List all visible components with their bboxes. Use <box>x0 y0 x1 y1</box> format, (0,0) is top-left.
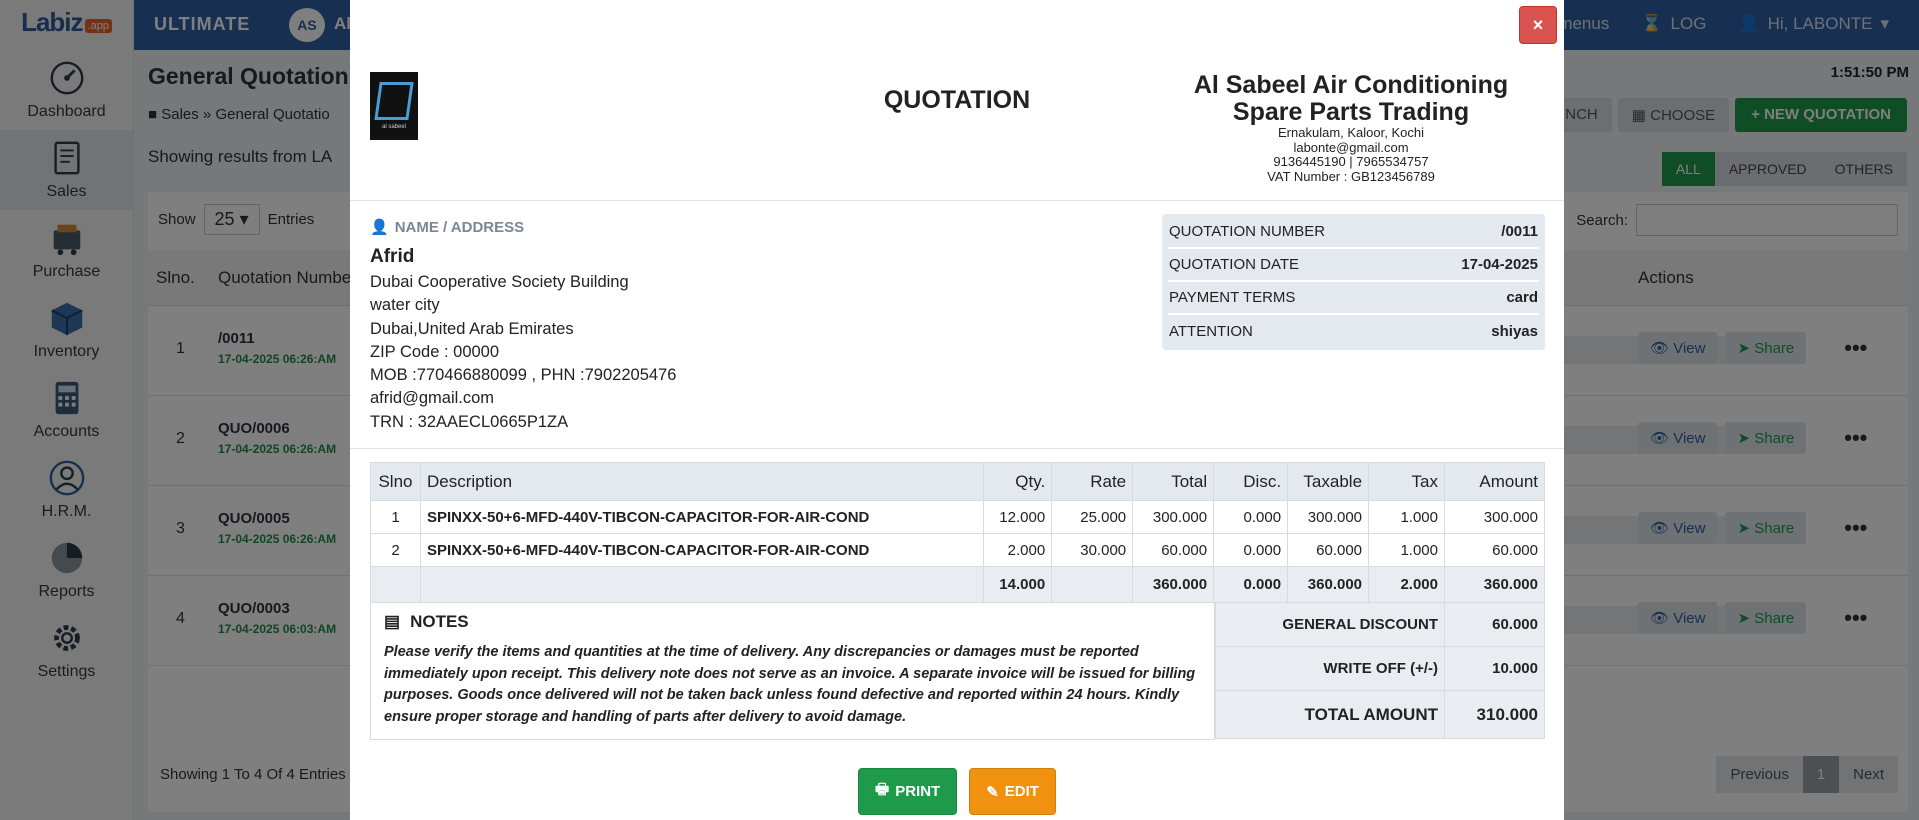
quotation-modal <box>350 0 1564 820</box>
printer-icon: 🖶 <box>875 781 890 798</box>
info-row: QUOTATION NUMBER /0011 <box>1168 216 1539 249</box>
summary-row: WRITE OFF (+/-) 10.000 <box>1216 647 1545 691</box>
edit-button[interactable]: ✎ EDIT <box>969 768 1056 815</box>
customer-name: Afrid <box>370 246 415 267</box>
print-button[interactable]: 🖶 PRINT <box>858 768 957 815</box>
info-row: PAYMENT TERMS card <box>1168 282 1539 315</box>
close-modal-button[interactable] <box>1519 6 1557 44</box>
items-table <box>370 462 1545 603</box>
notes-text: Please verify the items and quantities at the time of delivery. Any discrepancies or damages must be reported immediately upon receipt. This delivery note does not serve as an invoice. A separate invoice will be issued for billing purposes. Goods once delivered will not be taken back unless found defective and reported within 24 hours. Kindly ensure proper storage and handling of parts after delivery to avoid damage. <box>384 644 1196 725</box>
items-table-header: Slno Description Qty. Rate Total Disc. Taxable Tax Amount <box>371 463 1545 501</box>
table-row: 1 SPINXX-50+6-MFD-440V-TIBCON-CAPACITOR-FOR-AIR-COND 12.000 25.000 300.000 0.000 300.000 1.000 300.000 <box>371 501 1545 534</box>
user-icon: 👤 <box>370 219 389 236</box>
totals-row: 14.000 360.000 0.000 360.000 2.000 360.000 <box>371 567 1545 603</box>
divider <box>350 200 1564 201</box>
divider <box>350 448 1564 449</box>
info-row: ATTENTION shiyas <box>1169 323 1538 340</box>
company-logo: al sabeel <box>370 72 418 140</box>
modal-title: QUOTATION <box>883 86 1031 114</box>
summary-row: GENERAL DISCOUNT 60.000 <box>1216 603 1545 647</box>
table-row: 2 SPINXX-50+6-MFD-440V-TIBCON-CAPACITOR-FOR-AIR-COND 2.000 30.000 60.000 0.000 60.000 1.000 60.000 <box>371 534 1545 567</box>
company-header: Al Sabeel Air Conditioning Spare Parts Trading Ernakulam, Kaloor, Kochi labonte@gmail.com 9136445190 | 7965534757 VAT Number : GB123456789 <box>1193 71 1509 184</box>
quotation-info-box <box>1162 214 1545 350</box>
grand-total-row: TOTAL AMOUNT 310.000 <box>1216 691 1545 739</box>
summary-table <box>1215 602 1545 739</box>
pencil-icon: ✎ <box>986 783 999 801</box>
close-icon: × <box>1532 14 1544 35</box>
file-icon: ▤ <box>384 612 401 631</box>
info-row: QUOTATION DATE 17-04-2025 <box>1168 249 1539 282</box>
notes-section: ▤ NOTES Please verify the items and quantities at the time of delivery. Any discrepancies or damages must be reported immediately upon receipt. This delivery note does not serve as an invoice. A separate invoice will be issued for billing purposes. Goods once delivered will not be taken back unless found defective and reported within 24 hours. Kindly ensure proper storage and handling of parts after delivery to avoid damage. <box>370 602 1215 740</box>
modal-actions <box>350 768 1564 815</box>
customer-address: 👤 NAME / ADDRESS Afrid Dubai Cooperative Society Building water city Dubai,United Arab Emirates ZIP Code : 00000 MOB :770466880099 , PHN :7902205476 afrid@gmail.com TRN : 32AAECL0665P1ZA <box>370 218 677 431</box>
